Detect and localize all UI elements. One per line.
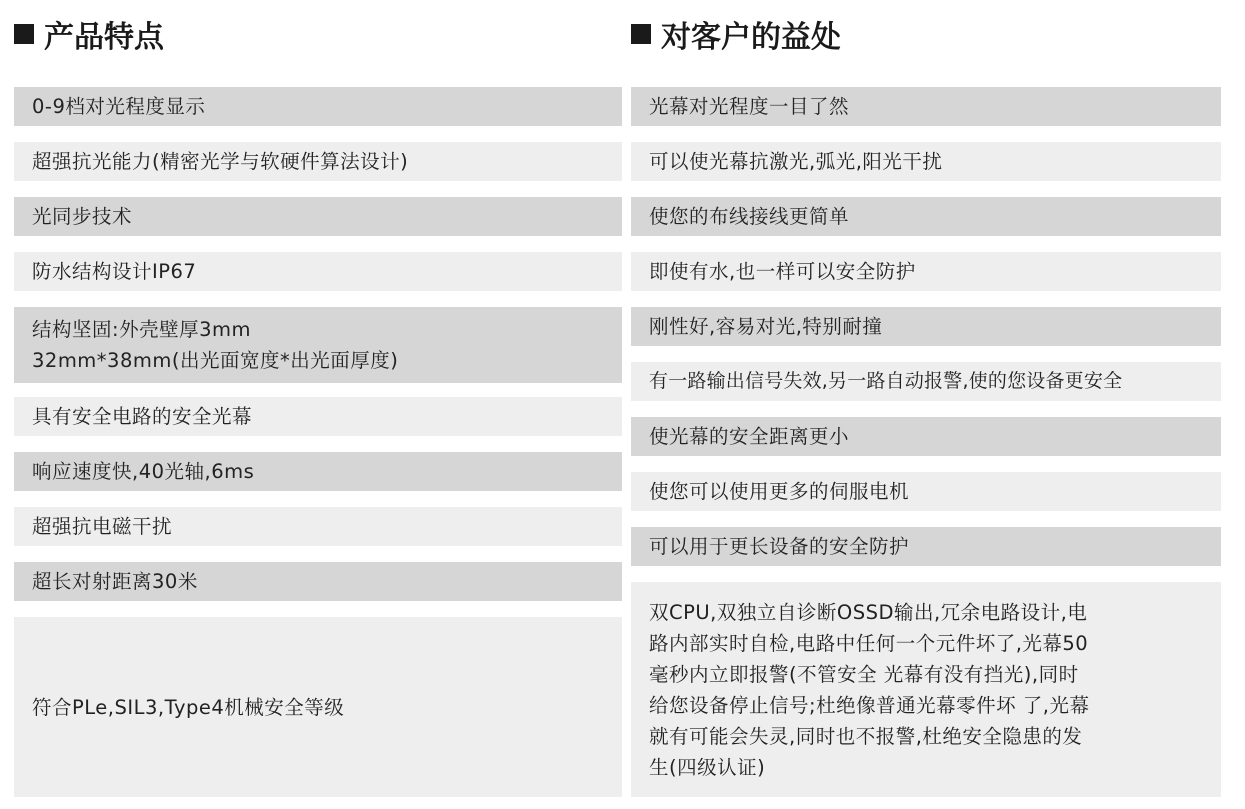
feature-text: 具有安全电路的安全光幕 (32, 405, 253, 428)
benefit-row (631, 527, 1221, 566)
feature-text: 光同步技术 (32, 205, 133, 228)
feature-row (14, 197, 622, 236)
benefit-text: 双CPU,双独立自诊断OSSD输出,冗余电路设计,电 路内部实时自检,电路中任何一个元件坏了,光幕50 毫秒内立即报警(不管安全 光幕有没有挡光),同时 给您设备停止信号;杜绝像普通光幕零件坏 了,光幕 就有可能会失灵,同时也不报警,杜绝安全隐患的发 生(四级认证) (649, 600, 1090, 779)
feature-row (14, 252, 622, 291)
benefit-row (631, 87, 1221, 126)
feature-row (14, 507, 622, 546)
benefit-row (631, 472, 1221, 511)
feature-text: 防水结构设计IP67 (32, 260, 197, 283)
benefit-text: 即使有水,也一样可以安全防护 (649, 260, 916, 283)
benefit-text: 有一路输出信号失效,另一路自动报警,使的您设备更安全 (649, 370, 1123, 392)
feature-text: 0-9档对光程度显示 (32, 95, 206, 118)
feature-text: 超强抗电磁干扰 (32, 515, 173, 538)
feature-text: 结构坚固:外壳壁厚3mm 32mm*38mm(出光面宽度*出光面厚度) (32, 318, 399, 372)
feature-text: 响应速度快,40光轴,6ms (32, 460, 255, 483)
product-features-heading (14, 14, 164, 54)
feature-row (14, 397, 622, 436)
feature-row (14, 452, 622, 491)
benefit-row (631, 362, 1221, 401)
customer-benefits-title: 对客户的益处 (661, 20, 841, 55)
benefit-text: 使您可以使用更多的伺服电机 (649, 480, 910, 503)
benefit-text: 使光幕的安全距离更小 (649, 425, 850, 448)
feature-row (14, 87, 622, 126)
benefit-text: 可以用于更长设备的安全防护 (649, 535, 910, 558)
feature-row (14, 562, 622, 601)
feature-text: 超长对射距离30米 (32, 570, 198, 593)
square-bullet-icon (631, 24, 651, 44)
feature-row (14, 617, 622, 797)
benefit-row (631, 142, 1221, 181)
benefit-row (631, 582, 1221, 797)
benefit-text: 光幕对光程度一目了然 (649, 95, 850, 118)
feature-text: 符合PLe,SIL3,Type4机械安全等级 (32, 695, 345, 719)
feature-row (14, 307, 622, 383)
benefit-row (631, 307, 1221, 346)
customer-benefits-heading (631, 14, 841, 54)
product-features-title: 产品特点 (44, 20, 164, 55)
square-bullet-icon (14, 24, 34, 44)
feature-text: 超强抗光能力(精密光学与软硬件算法设计) (32, 150, 409, 173)
feature-row (14, 142, 622, 181)
benefit-row (631, 197, 1221, 236)
benefit-text: 使您的布线接线更简单 (649, 205, 850, 228)
benefit-row (631, 252, 1221, 291)
benefit-text: 刚性好,容易对光,特别耐撞 (649, 315, 883, 338)
benefit-text: 可以使光幕抗激光,弧光,阳光干扰 (649, 150, 943, 173)
benefit-row (631, 417, 1221, 456)
